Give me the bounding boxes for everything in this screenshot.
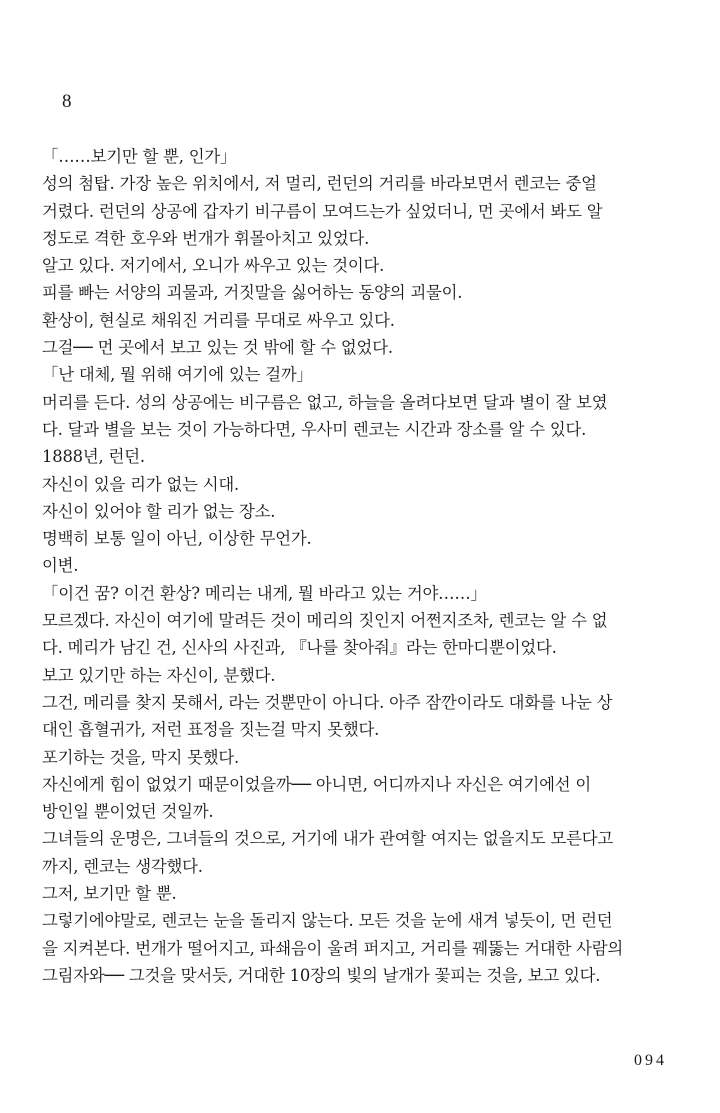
text-line: 그녀들의 운명은, 그녀들의 것으로, 거기에 내가 관여할 여지는 없을지도 모른다고 xyxy=(42,829,614,849)
text-line: 거렸다. 런던의 상공에 갑자기 비구름이 모여드는가 싶었더니, 먼 곳에서 봐도 알 xyxy=(42,201,603,221)
page-number: 094 xyxy=(634,1052,667,1069)
text-line: 「난 대체, 뭘 위해 여기에 있는 걸까」 xyxy=(42,365,313,385)
text-line: 정도로 격한 호우와 번개가 휘몰아치고 있었다. xyxy=(42,228,370,248)
text-line: 그렇기에야말로, 렌코는 눈을 돌리지 않는다. 모든 것을 눈에 새겨 넣듯이, 먼 런던 xyxy=(42,911,613,931)
text-line: 포기하는 것을, 막지 못했다. xyxy=(42,747,240,767)
text-line: 알고 있다. 저기에서, 오니가 싸우고 있는 것이다. xyxy=(42,256,385,276)
text-line: 대인 흡혈귀가, 저런 표정을 짓는걸 막지 못했다. xyxy=(42,720,380,740)
text-line: 보고 있기만 하는 자신이, 분했다. xyxy=(42,665,276,685)
text-line: 까지, 렌코는 생각했다. xyxy=(42,856,203,876)
text-line: 그림자와── 그것을 맞서듯, 거대한 10장의 빛의 날개가 꽃피는 것을, 보고 있다. xyxy=(42,965,601,985)
text-line: 방인일 뿐이었던 것일까. xyxy=(42,802,214,822)
text-line: 명백히 보통 일이 아닌, 이상한 무언가. xyxy=(42,529,312,549)
chapter-number: 8 xyxy=(62,91,72,112)
text-line: 피를 빠는 서양의 괴물과, 거짓말을 싫어하는 동양의 괴물이. xyxy=(42,283,463,303)
text-line: 다. 달과 별을 보는 것이 가능하다면, 우사미 렌코는 시간과 장소를 알 수 있다. xyxy=(42,419,587,439)
text-line: 환상이, 현실로 채워진 거리를 무대로 싸우고 있다. xyxy=(42,310,395,330)
body-text xyxy=(42,143,672,989)
text-line: 자신에게 힘이 없었기 때문이었을까── 아니면, 어디까지나 자신은 여기에선 이 xyxy=(42,774,592,794)
text-line: 모르겠다. 자신이 여기에 말려든 것이 메리의 짓인지 어쩐지조차, 렌코는 알 수 없 xyxy=(42,611,608,631)
text-line: 그건, 메리를 찾지 못해서, 라는 것뿐만이 아니다. 아주 잠깐이라도 대화를 나눈 상 xyxy=(42,692,613,712)
text-line: 다. 메리가 남긴 건, 신사의 사진과, 『나를 찾아줘』라는 한마디뿐이었다. xyxy=(42,638,557,658)
text-line: 그걸── 먼 곳에서 보고 있는 것 밖에 할 수 없었다. xyxy=(42,338,393,358)
text-line: 1888년, 런던. xyxy=(42,447,145,467)
text-line: 자신이 있어야 할 리가 없는 장소. xyxy=(42,501,276,521)
text-line: 「이건 꿈? 이건 환상? 메리는 내게, 뭘 바라고 있는 거야……」 xyxy=(42,583,487,603)
text-line: 이변. xyxy=(42,556,79,576)
text-line: 「……보기만 할 뿐, 인가」 xyxy=(42,147,237,166)
text-line: 머리를 든다. 성의 상공에는 비구름은 없고, 하늘을 올려다보면 달과 별이 잘 보였 xyxy=(42,392,608,412)
text-line: 성의 첨탑. 가장 높은 위치에서, 저 멀리, 런던의 거리를 바라보면서 렌코는 중얼 xyxy=(42,174,597,194)
text-line: 자신이 있을 리가 없는 시대. xyxy=(42,474,240,494)
text-line: 그저, 보기만 할 뿐. xyxy=(42,884,177,904)
text-line: 을 지켜본다. 번개가 떨어지고, 파쇄음이 울려 퍼지고, 거리를 꿰뚫는 거대한 사람의 xyxy=(42,938,624,958)
